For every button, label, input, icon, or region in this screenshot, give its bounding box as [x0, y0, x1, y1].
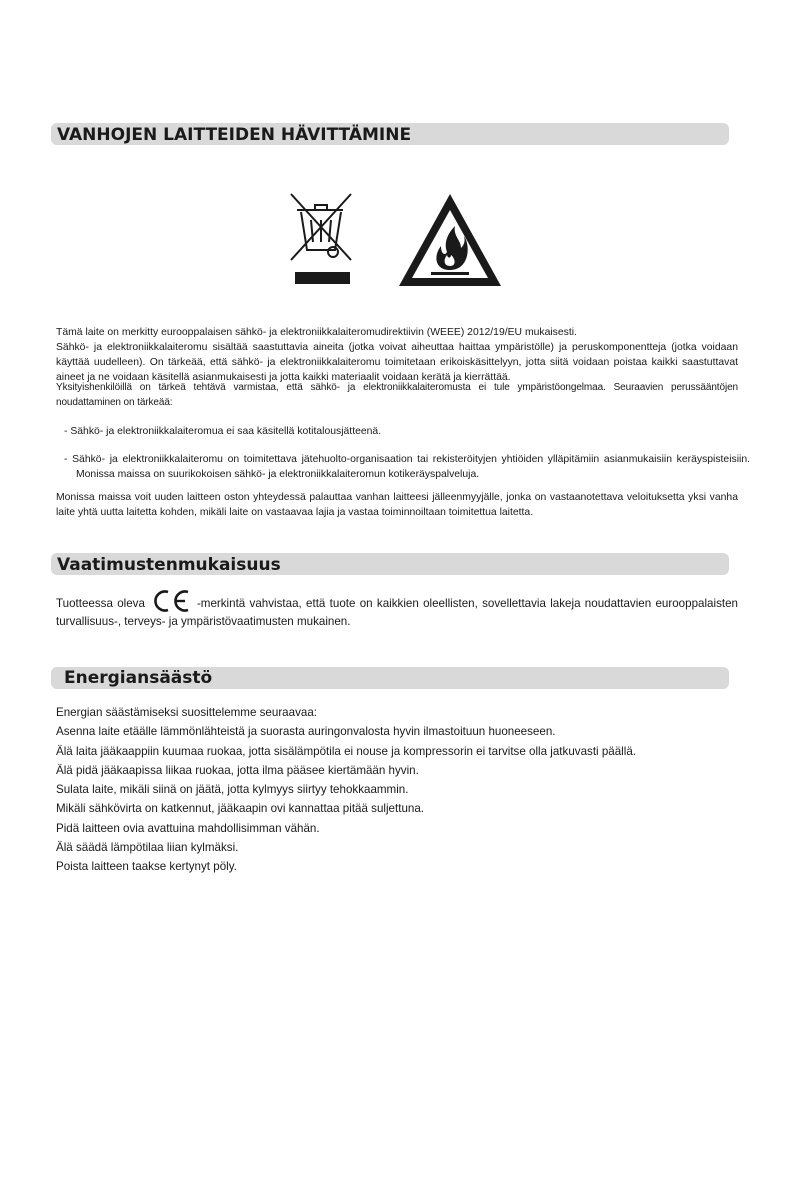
energy-tip: Mikäli sähkövirta on katkennut, jääkaapin ovi kannattaa pitää suljettuna. — [56, 802, 425, 816]
warning-icons — [0, 190, 794, 290]
weee-title: VANHOJEN LAITTEIDEN HÄVITTÄMINE — [57, 125, 412, 145]
weee-paragraph-3: Yksityishenkilöillä on tärkeä tehtävä varmistaa, että sähkö- ja elektroniikkalaiteromusta ei tule ympäristöongelmaa. Seuraavien perussääntöjen noudattaminen on tärkeää: — [56, 382, 738, 408]
energy-tip: Älä säädä lämpötilaa liian kylmäksi. — [56, 841, 239, 855]
energy-title: Energiansäästö — [64, 668, 213, 688]
weee-paragraph-4: Monissa maissa voit uuden laitteen oston yhteydessä palauttaa vanhan laitteesi jälleenmyyjälle, jonka on vastaanotettava veloituksetta yksi vanha laite yhtä uutta laitetta kohden, mikäli laite on vastaavaa lajia ja vastaa toiminnoiltaan toimitettua laitetta. — [56, 492, 738, 518]
energy-tip: Poista laitteen taakse kertynyt pöly. — [56, 860, 237, 874]
weee-paragraph-1: Tämä laite on merkitty eurooppalaisen sähkö- ja elektroniikkalaiteromudirektiivin (WEEE) 2012/19/EU mukaisesti. — [56, 327, 577, 338]
energy-tip: Pidä laitteen ovia avattuina mahdollisimman vähän. — [56, 821, 320, 835]
energy-tip: Energian säästämiseksi suosittelemme seuraavaa: — [56, 706, 317, 719]
energy-tips-list — [56, 703, 746, 877]
weee-paragraph-2: Sähkö- ja elektroniikkalaiteromu sisältää saastuttavia aineita (jotka voivat aiheuttaa haittaa ympäristölle) ja peruskomponentteja (jotka voidaan käyttää uudelleen). On tärkeää, että sähkö- ja elektroniikkalaiteromu toimitetaan erikoiskäsittelyyn, jotta siitä voidaan poistaa kaikki saastuttavat aineet ja ne voidaan käsitellä asianmukaisesti ja jotta kaikki materiaalit voidaan kerätä ja kierrättää. — [56, 342, 738, 383]
energy-tip: Sulata laite, mikäli siinä on jäätä, jotta kylmyys siirtyy tehokkaammin. — [56, 783, 409, 797]
conformity-text-before: Tuotteessa oleva — [56, 597, 145, 610]
flammable-warning-icon — [395, 190, 505, 290]
conformity-title: Vaatimustenmukaisuus — [57, 555, 281, 575]
weee-bullet-2: - Sähkö- ja elektroniikkalaiteromu on toimitettava jätehuolto-organisaation tai rekisteröityjen yhtiöiden ylläpitämiin asianmukaisiin keräyspisteisiin. Monissa maissa on suurikokoisen sähkö- ja elektroniikkalaiteromun kotikeräyspalveluja. — [64, 454, 750, 480]
conformity-text-after: -merkintä vahvistaa, että tuote on kaikkien oleellisten, sovellettavia lakeja noudattavien eurooppalaisten turvallisuus-, terveys- ja ympäristövaatimusten mukainen. — [56, 597, 738, 628]
ce-mark-icon — [151, 589, 191, 613]
energy-tip: Älä laita jääkaappiin kuumaa ruokaa, jotta sisälämpötila ei nouse ja kompressorin ei tarvitse olla jatkuvasti päällä. — [56, 744, 636, 758]
conformity-text — [56, 589, 738, 630]
energy-tip: Asenna laite etäälle lämmönlähteistä ja suorasta auringonvalosta hyvin ilmastoituun huoneeseen. — [56, 725, 556, 739]
energy-tip: Älä pidä jääkaapissa liikaa ruokaa, jotta ilma pääsee kiertämään hyvin. — [56, 763, 419, 777]
crossed-out-wheelie-bin-icon — [287, 190, 357, 290]
weee-bullet-1: - Sähkö- ja elektroniikkalaiteromua ei saa käsitellä kotitalousjätteenä. — [64, 426, 382, 437]
